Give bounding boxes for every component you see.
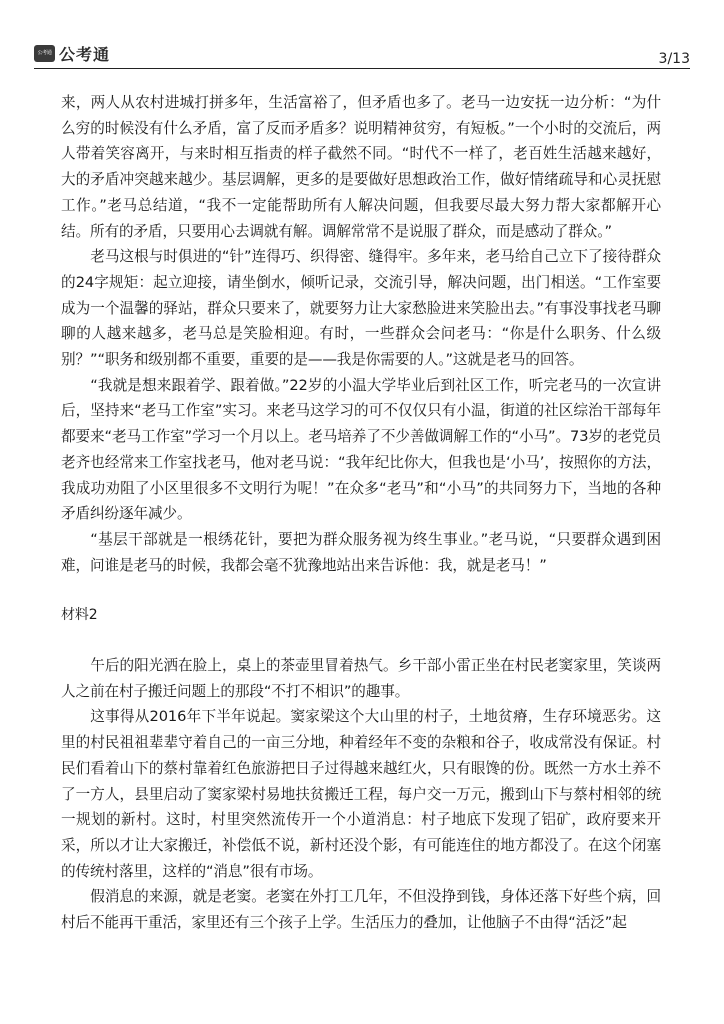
logo-text: 公考通 bbox=[59, 45, 111, 64]
section-title: 材料2 bbox=[61, 607, 98, 624]
paragraph: 老马这根与时俱进的“针”连得巧、织得密、缝得牢。多年来，老马给自己立下了接待群众的24字规矩：起立迎接，请坐倒水，倾听记录，交流引导，解决问题，出门相送。“工作室要成为一个温馨的驿站，群众只要来了，就要努力让大家愁脸进来笑脸出去。”有事没事找老马聊聊的人越来越多，老马总是笑脸相迎。有时，一些群众会问老马：“你是什么职务、什么级别？”“职务和级别都不重要，重要的是——我是你需要的人。”这就是老马的回答。 bbox=[61, 248, 661, 369]
paragraph: 来，两人从农村进城打拼多年，生活富裕了，但矛盾也多了。老马一边安抚一边分析：“为什么穷的时候没有什么矛盾，富了反而矛盾多？说明精神贫穷，有短板。”一个小时的交流后，两人带着笑容离开，与来时相互指责的样子截然不同。“时代不一样了，老百姓生活越来越好，大的矛盾冲突越来越少。基层调解，更多的是要做好思想政治工作，做好情绪疏导和心灵抚慰工作。”老马总结道，“我不一定能帮助所有人解决问题，但我要尽最大努力帮大家都解开心结。所有的矛盾，只要用心去调就有解。调解常常不是说服了群众，而是感动了群众。” bbox=[61, 94, 661, 240]
page-number: 3/13 bbox=[658, 51, 690, 67]
paragraph: 这事得从2016年下半年说起。窦家梁这个大山里的村子，土地贫瘠，生存环境恶劣。这里的村民祖祖辈辈守着自己的一亩三分地，种着经年不变的杂粮和谷子，收成常没有保证。村民们看着山下的蔡村靠着红色旅游把日子过得越来越红火，只有眼馋的份。既然一方水土养不了一方人，县里启动了窦家梁村易地扶贫搬迁工程，每户交一万元，搬到山下与蔡村相邻的统一规划的新村。这时，村里突然流传开一个小道消息：村子地底下发现了铝矿，政府要来开采，所以才让大家搬迁，补偿低不说，新村还没个影，有可能连住的地方都没了。在这个闭塞的传统村落里，这样的“消息”很有市场。 bbox=[61, 708, 661, 880]
logo-badge: 公考通 bbox=[34, 45, 55, 62]
paragraph: 假消息的来源，就是老窦。老窦在外打工几年，不但没挣到钱，身体还落下好些个病，回村后不能再干重活，家里还有三个孩子上学。生活压力的叠加，让他脑子不由得“活泛”起 bbox=[61, 888, 661, 932]
page-header bbox=[34, 40, 690, 69]
paragraph: 午后的阳光洒在脸上，桌上的茶壶里冒着热气。乡干部小雷正坐在村民老窦家里，笑谈两人之前在村子搬迁问题上的那段“不打不相识”的趣事。 bbox=[61, 657, 661, 700]
document-body bbox=[61, 90, 661, 936]
paragraph: “基层干部就是一根绣花针，要把为群众服务视为终生事业。”老马说，“只要群众遇到困难，问谁是老马的时候，我都会毫不犹豫地站出来告诉他：我，就是老马！” bbox=[61, 530, 661, 574]
paragraph: “我就是想来跟着学、跟着做。”22岁的小温大学毕业后到社区工作，听完老马的一次宣讲后，坚持来“老马工作室”实习。来老马这学习的可不仅仅只有小温，街道的社区综治干部每年都要来“老马工作室”学习一个月以上。老马培养了不少善做调解工作的“小马”。73岁的老党员老齐也经常来工作室找老马，他对老马说：“我年纪比你大，但我也是‘小马’，按照你的方法，我成功劝阻了小区里很多不文明行为呢！”在众多“老马”和“小马”的共同努力下，当地的各种矛盾纠纷逐年减少。 bbox=[61, 376, 661, 523]
